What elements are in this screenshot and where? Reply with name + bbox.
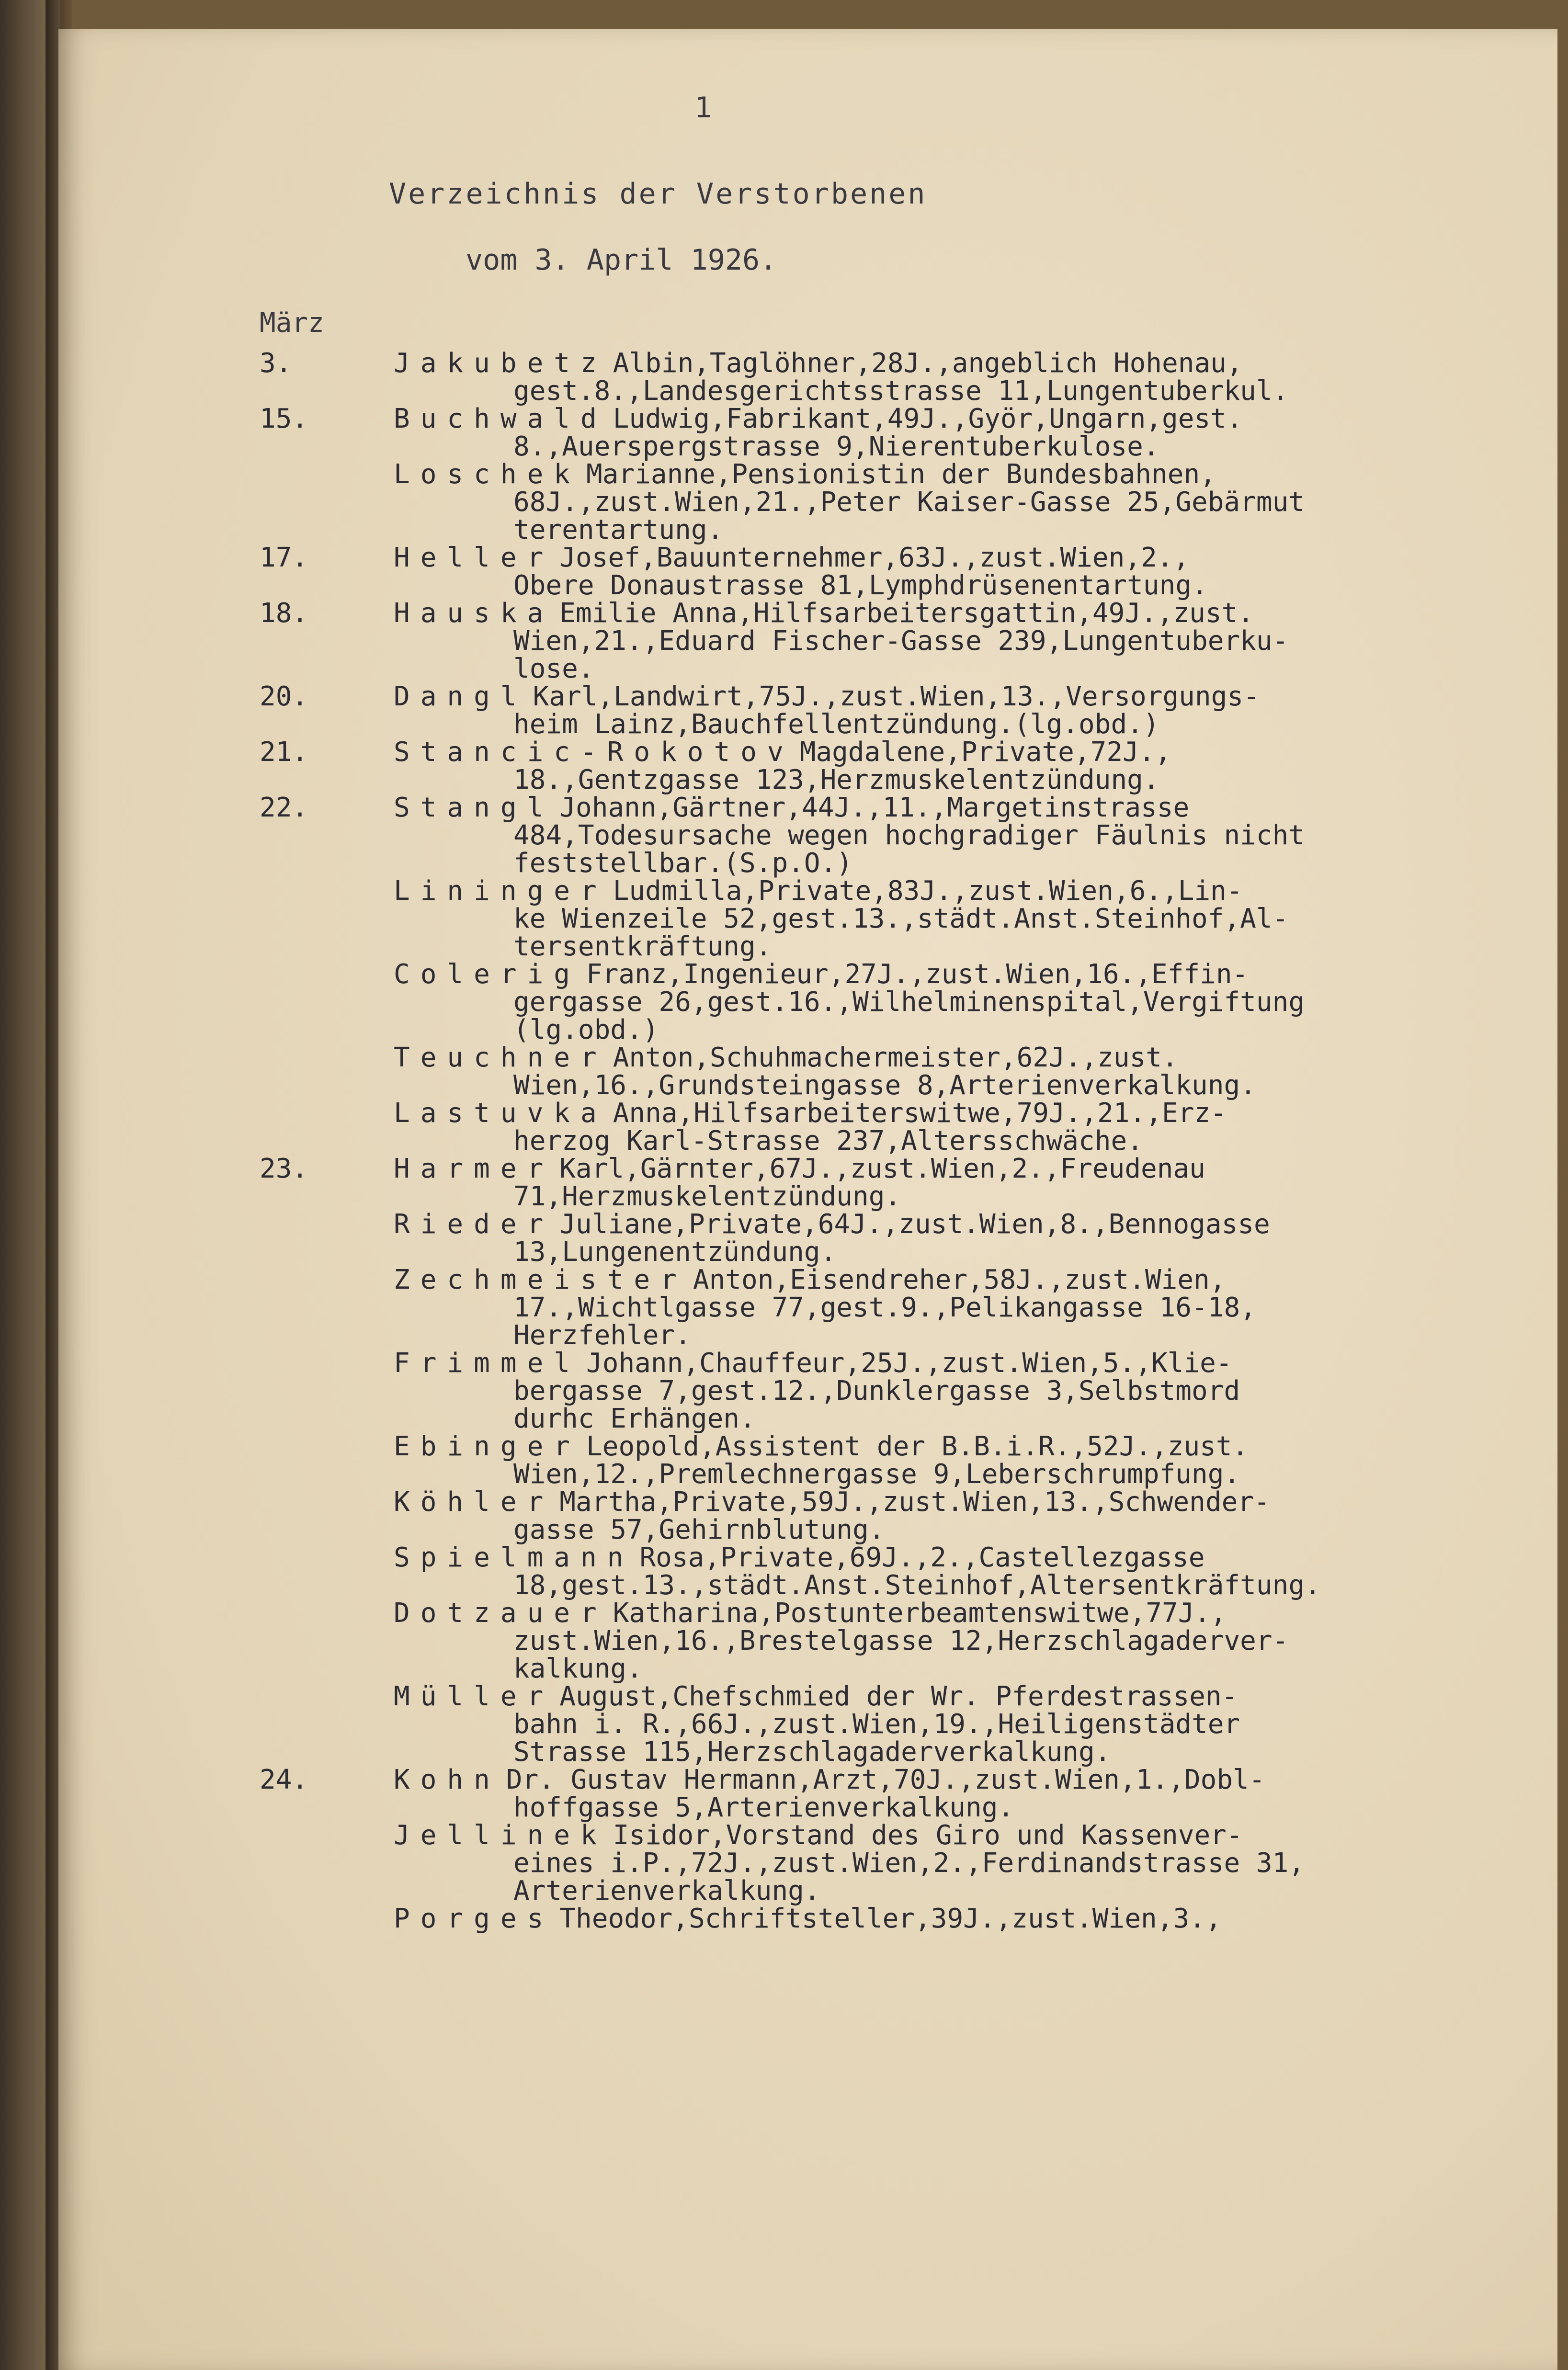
register-entry	[260, 877, 1568, 961]
entry-line-text: 8.,Auerspergstrasse 9,Nierentuberkulose.	[513, 431, 1159, 462]
entry-line	[394, 1822, 1568, 1849]
entry-line	[394, 600, 1568, 627]
register-entry	[260, 1155, 1568, 1211]
entry-line-text: 18,gest.13.,städt.Anst.Steinhof,Altersentkräftung.	[513, 1570, 1321, 1601]
register-entry	[260, 1433, 1568, 1488]
entry-line	[394, 1238, 1568, 1266]
entry-line	[394, 516, 1568, 544]
entry-line-text: (lg.obd.)	[513, 1014, 659, 1045]
entry-line-text: terentartung.	[513, 514, 724, 545]
entry-line	[394, 1044, 1568, 1072]
entry-line	[394, 1461, 1568, 1488]
entry-line-text: 18.,Gentzgasse 123,Herzmuskelentzündung.	[513, 764, 1159, 795]
entry-day: 17.	[260, 542, 308, 573]
entry-day: 23.	[260, 1153, 308, 1184]
entry-line	[394, 1183, 1568, 1211]
entry-line	[394, 1794, 1568, 1822]
entry-line	[394, 1433, 1568, 1461]
entry-line-text: 17.,Wichtlgasse 77,gest.9.,Pelikangasse 16-18,	[513, 1292, 1256, 1323]
entry-line	[394, 1294, 1568, 1322]
entry-line	[394, 350, 1568, 377]
entry-surname: Harmer	[394, 1153, 554, 1184]
entry-line	[394, 1100, 1568, 1127]
entry-line	[394, 377, 1568, 405]
entry-line-text: Wien,16.,Grundsteingasse 8,Arterienverkalkung.	[513, 1070, 1256, 1101]
entry-surname: Colerig	[394, 959, 581, 990]
entry-line-text: Karl,Landwirt,75J.,zust.Wien,13.,Versorgungs-	[533, 681, 1260, 712]
entry-text	[394, 1683, 1568, 1766]
entry-text	[394, 877, 1568, 961]
entry-line-text: herzog Karl-Strasse 237,Altersschwäche.	[513, 1125, 1143, 1157]
entry-line-text: Wien,12.,Premlechnergasse 9,Leberschrumpfung.	[513, 1459, 1240, 1490]
entry-day: 15.	[260, 403, 308, 434]
entry-line-text: Strasse 115,Herzschlagaderverkalkung.	[513, 1736, 1111, 1768]
entry-line-text: gasse 57,Gehirnblutung.	[513, 1514, 885, 1545]
register-entry	[260, 1266, 1568, 1349]
entry-line	[394, 1322, 1568, 1349]
entry-line	[394, 572, 1568, 600]
entry-surname: Köhler	[394, 1486, 554, 1518]
entry-line	[394, 1877, 1568, 1905]
entry-line-text: 68J.,zust.Wien,21.,Peter Kaiser-Gasse 25,Gebärmut	[513, 487, 1305, 518]
document-page	[58, 29, 1557, 2370]
entry-surname: Zechmeister	[394, 1264, 687, 1295]
entry-line-text: feststellbar.(S.p.O.)	[513, 848, 853, 879]
entry-line-text: Franz,Ingenieur,27J.,zust.Wien,16.,Effin-	[586, 959, 1249, 990]
entry-text	[394, 1905, 1568, 1933]
entry-surname: Dotzauer	[394, 1598, 607, 1629]
entry-surname: Teuchner	[394, 1042, 607, 1073]
entry-line	[394, 822, 1568, 850]
month-heading: März	[260, 307, 324, 339]
entry-surname: Porges	[394, 1903, 554, 1934]
register-entry	[260, 1100, 1568, 1155]
register-entry	[260, 1044, 1568, 1100]
entry-line	[394, 877, 1568, 905]
entry-line-text: Isidor,Vorstand des Giro und Kassenver-	[613, 1820, 1243, 1851]
entry-line-text: durhc Erhängen.	[513, 1403, 756, 1434]
entry-text	[394, 405, 1568, 461]
entry-surname: Heller	[394, 542, 554, 573]
entry-text	[394, 461, 1568, 544]
entry-text	[394, 1044, 1568, 1100]
entry-line	[394, 405, 1568, 433]
entry-line	[394, 1016, 1568, 1044]
entry-text	[394, 683, 1568, 738]
entry-line-text: Anna,Hilfsarbeiterswitwe,79J.,21.,Erz-	[613, 1098, 1227, 1129]
entry-line-text: Johann,Chauffeur,25J.,zust.Wien,5.,Klie-	[586, 1348, 1232, 1379]
register-entry	[260, 961, 1568, 1044]
entry-line-text: Josef,Bauunternehmer,63J.,zust.Wien,2.,	[559, 542, 1190, 573]
entry-line	[394, 961, 1568, 988]
entry-text	[394, 1544, 1568, 1599]
entry-line-text: Johann,Gärtner,44J.,11.,Margetinstrasse	[559, 792, 1190, 823]
entry-line	[394, 1711, 1568, 1738]
entry-line	[394, 433, 1568, 461]
date-line: vom 3. April 1926.	[466, 243, 777, 277]
entry-line	[394, 1072, 1568, 1100]
entry-line	[394, 1766, 1568, 1794]
entry-line	[394, 461, 1568, 488]
entry-line	[394, 683, 1568, 711]
register-entry	[260, 1349, 1568, 1433]
entry-line	[394, 1155, 1568, 1183]
entry-line-text: Obere Donaustrasse 81,Lymphdrüsenentartung.	[513, 570, 1208, 601]
register-entry	[260, 405, 1568, 461]
entry-line-text: Anton,Schuhmachermeister,62J.,zust.	[613, 1042, 1178, 1073]
entry-line	[394, 488, 1568, 516]
entry-surname: Loschek	[394, 459, 581, 490]
entry-surname: Jellinek	[394, 1820, 607, 1851]
entry-line	[394, 1683, 1568, 1711]
entry-line	[394, 1905, 1568, 1933]
register-entry	[260, 1822, 1568, 1905]
entry-line	[394, 1572, 1568, 1599]
entry-surname: Frimmel	[394, 1348, 581, 1379]
entry-line	[394, 766, 1568, 794]
entry-surname: Lininger	[394, 875, 607, 907]
entry-line-text: Ludwig,Fabrikant,49J.,Györ,Ungarn,gest.	[613, 403, 1243, 434]
entry-line	[394, 544, 1568, 572]
entry-line-text: heim Lainz,Bauchfellentzündung.(lg.obd.)	[513, 709, 1159, 740]
entry-line	[394, 1266, 1568, 1294]
entry-line	[394, 1516, 1568, 1544]
register-entry	[260, 350, 1568, 405]
register-entry	[260, 1599, 1568, 1683]
entry-line-text: 484,Todesursache wegen hochgradiger Fäulnis nicht	[513, 820, 1305, 851]
page-title: Verzeichnis der Verstorbenen	[389, 177, 927, 211]
entry-line-text: Martha,Private,59J.,zust.Wien,13.,Schwender-	[559, 1486, 1270, 1518]
entry-surname: Hauska	[394, 598, 554, 629]
entry-line-text: Albin,Taglöhner,28J.,angeblich Hohenau,	[613, 348, 1243, 379]
entry-day: 3.	[260, 348, 292, 379]
entry-text	[394, 1266, 1568, 1349]
entry-day: 20.	[260, 681, 308, 712]
entry-line	[394, 1738, 1568, 1766]
entry-text	[394, 1433, 1568, 1488]
entry-line-text: Theodor,Schriftsteller,39J.,zust.Wien,3.,	[559, 1903, 1222, 1934]
entry-text	[394, 794, 1568, 877]
entry-line	[394, 655, 1568, 683]
entry-line	[394, 905, 1568, 933]
entry-line-text: gergasse 26,gest.16.,Wilhelminenspital,Vergiftung	[513, 987, 1305, 1018]
entry-surname: Dangl	[394, 681, 527, 712]
entry-line-text: bahn i. R.,66J.,zust.Wien,19.,Heiligenstädter	[513, 1709, 1240, 1740]
entry-line-text: Leopold,Assistent der B.B.i.R.,52J.,zust.	[586, 1431, 1249, 1462]
entry-text	[394, 738, 1568, 794]
entry-line-text: 71,Herzmuskelentzündung.	[513, 1181, 901, 1212]
entry-text	[394, 1822, 1568, 1905]
entry-line-text: Marianne,Pensionistin der Bundesbahnen,	[586, 459, 1216, 490]
entry-line-text: Dr. Gustav Hermann,Arzt,70J.,zust.Wien,1.,Dobl-	[506, 1764, 1265, 1795]
register-entry	[260, 1766, 1568, 1822]
entry-line	[394, 794, 1568, 822]
entry-line	[394, 627, 1568, 655]
entry-line-text: Karl,Gärnter,67J.,zust.Wien,2.,Freudenau	[559, 1153, 1205, 1184]
entry-line-text: bergasse 7,gest.12.,Dunklergasse 3,Selbstmord	[513, 1375, 1240, 1406]
entry-surname: Buchwald	[394, 403, 607, 434]
entry-line-text: Rosa,Private,69J.,2.,Castellezgasse	[639, 1542, 1205, 1573]
entry-line	[394, 1127, 1568, 1155]
register-entry	[260, 461, 1568, 544]
register-entry	[260, 1683, 1568, 1766]
register-entry	[260, 600, 1568, 683]
entry-line-text: tersentkräftung.	[513, 931, 772, 962]
entry-surname: Müller	[394, 1681, 554, 1712]
entry-day: 18.	[260, 598, 308, 629]
entry-text	[394, 1211, 1568, 1266]
entry-day: 24.	[260, 1764, 308, 1795]
entry-text	[394, 1766, 1568, 1822]
entry-line-text: August,Chefschmied der Wr. Pferdestrassen-	[559, 1681, 1238, 1712]
entry-line	[394, 933, 1568, 961]
register-entry	[260, 544, 1568, 600]
entry-line-text: 13,Lungenentzündung.	[513, 1236, 837, 1268]
entry-day: 22.	[260, 792, 308, 823]
register-entry	[260, 683, 1568, 738]
entry-line-text: Anton,Eisendreher,58J.,zust.Wien,	[693, 1264, 1226, 1295]
entry-line	[394, 1349, 1568, 1377]
entry-text	[394, 600, 1568, 683]
entry-line-text: zust.Wien,16.,Brestelgasse 12,Herzschlagaderver-	[513, 1625, 1289, 1656]
entry-line-text: Emilie Anna,Hilfsarbeitersgattin,49J.,zust.	[559, 598, 1254, 629]
entry-line-text: eines i.P.,72J.,zust.Wien,2.,Ferdinandstrasse 31,	[513, 1848, 1305, 1879]
register-entry	[260, 1905, 1568, 1933]
death-register-list	[260, 350, 1568, 1933]
entry-text	[394, 1155, 1568, 1211]
entry-line-text: gest.8.,Landesgerichtsstrasse 11,Lungentuberkul.	[513, 375, 1289, 407]
entry-day: 21.	[260, 737, 308, 768]
entry-line-text: Juliane,Private,64J.,zust.Wien,8.,Bennogasse	[559, 1209, 1270, 1240]
entry-text	[394, 1349, 1568, 1433]
register-entry	[260, 794, 1568, 877]
entry-line	[394, 1599, 1568, 1627]
entry-line-text: ke Wienzeile 52,gest.13.,städt.Anst.Steinhof,Al-	[513, 903, 1289, 934]
entry-line-text: Herzfehler.	[513, 1320, 691, 1351]
entry-surname: Stangl	[394, 792, 554, 823]
entry-line	[394, 1211, 1568, 1238]
entry-text	[394, 544, 1568, 600]
entry-surname: Kohn	[394, 1764, 500, 1795]
entry-line	[394, 1655, 1568, 1683]
entry-line	[394, 1488, 1568, 1516]
entry-text	[394, 961, 1568, 1044]
entry-surname: Ebinger	[394, 1431, 581, 1462]
entry-line-text: Wien,21.,Eduard Fischer-Gasse 239,Lungentuberku-	[513, 625, 1289, 657]
entry-surname: Rieder	[394, 1209, 554, 1240]
entry-text	[394, 1100, 1568, 1155]
register-entry	[260, 738, 1568, 794]
entry-line-text: hoffgasse 5,Arterienverkalkung.	[513, 1792, 1014, 1823]
page-number: 1	[694, 91, 712, 125]
register-entry	[260, 1488, 1568, 1544]
entry-line-text: Arterienverkalkung.	[513, 1875, 820, 1906]
entry-text	[394, 1599, 1568, 1683]
entry-line-text: Magdalene,Private,72J.,	[799, 737, 1171, 768]
entry-line	[394, 1405, 1568, 1433]
entry-surname: Stancic-Rokotov	[394, 737, 794, 768]
entry-line	[394, 1849, 1568, 1877]
entry-line	[394, 711, 1568, 738]
entry-line	[394, 850, 1568, 877]
entry-text	[394, 1488, 1568, 1544]
register-entry	[260, 1544, 1568, 1599]
register-entry	[260, 1211, 1568, 1266]
entry-line	[394, 738, 1568, 766]
entry-surname: Jakubetz	[394, 348, 607, 379]
entry-line-text: Katharina,Postunterbeamtenswitwe,77J.,	[613, 1598, 1227, 1629]
entry-line-text: kalkung.	[513, 1653, 643, 1684]
entry-line	[394, 1544, 1568, 1572]
entry-text	[394, 350, 1568, 405]
entry-line	[394, 988, 1568, 1016]
entry-surname: Spielmann	[394, 1542, 634, 1573]
entry-line-text: lose.	[513, 653, 594, 684]
entry-line-text: Ludmilla,Private,83J.,zust.Wien,6.,Lin-	[613, 875, 1243, 907]
entry-line	[394, 1627, 1568, 1655]
entry-surname: Lastuvka	[394, 1098, 607, 1129]
entry-line	[394, 1377, 1568, 1405]
